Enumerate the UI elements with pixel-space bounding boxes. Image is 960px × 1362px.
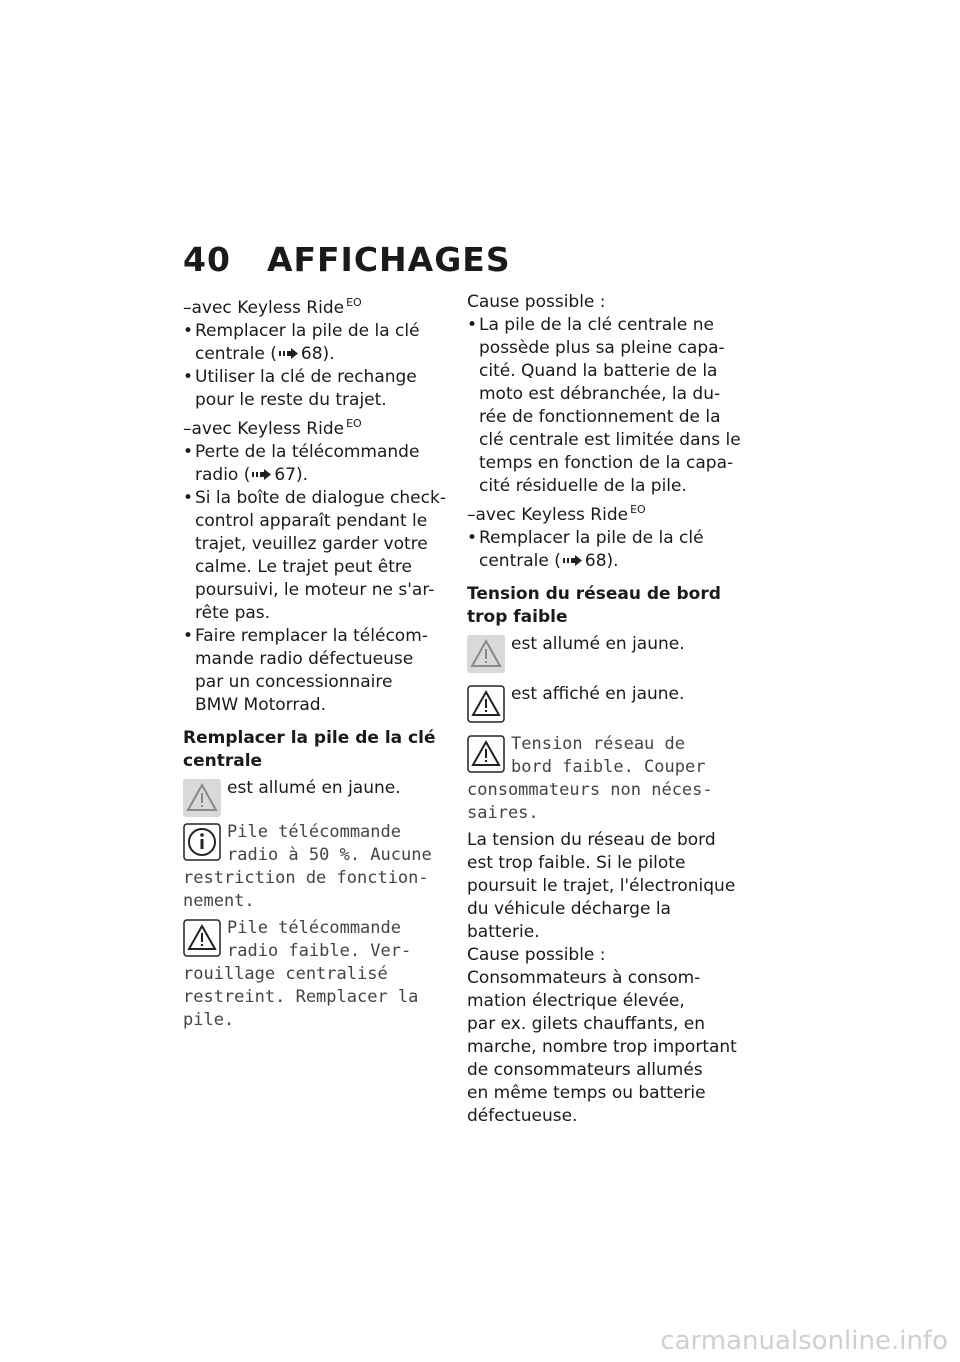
- condition-line: –avec Keyless Ride $^{EO}$: [183, 296, 362, 318]
- info-icon: [183, 823, 221, 861]
- condition-line: –avec Keyless Ride $^{EO}$: [183, 417, 362, 439]
- reference-arrow-icon: [563, 554, 583, 567]
- list-item: • La pile de la clé centrale ne possède plus sa pleine capa- cité. Quand la batterie de la moto est débranchée, la du- rée de fonctionnement de la clé centrale est limitée dans le temps en fonction de la capa- cité résiduelle de la pile.: [467, 315, 741, 496]
- display-message: Pile télécommande radio à 50 %. Aucune restriction de fonction- nement.: [183, 822, 432, 911]
- reference-arrow-icon: [252, 468, 272, 481]
- paragraph: La tension du réseau de bord est trop faible. Si le pilote poursuit le trajet, l'électronique du véhicule décharge la batterie.: [467, 830, 736, 942]
- indicator-row: est allumé en jaune.: [467, 633, 742, 673]
- list-item: • Si la boîte de dialogue check- control apparaît pendant le trajet, veuillez garder votre calme. Le trajet peut être poursuivi, le moteur ne s'ar- rête pas.: [183, 488, 446, 623]
- condition-line: –avec Keyless Ride $^{EO}$: [467, 503, 646, 525]
- reference-arrow-icon: [279, 347, 299, 360]
- page-number: 40: [183, 240, 231, 279]
- warning-light-icon: [183, 779, 221, 817]
- right-column: [467, 291, 742, 1128]
- page-header: [183, 240, 511, 279]
- left-column: [183, 291, 458, 1032]
- list-item: • Perte de la télécommande radio ( 67).: [183, 442, 420, 485]
- list-item: • Remplacer la pile de la clé centrale ( 68).: [183, 321, 420, 364]
- watermark: carmanualsonline.info: [660, 1326, 948, 1356]
- indicator-row: est allumé en jaune.: [183, 777, 458, 817]
- warning-light-icon: [467, 635, 505, 673]
- page-title: AFFICHAGES: [266, 240, 511, 279]
- list-item: • Faire remplacer la télécom- mande radio défectueuse par un concessionnaire BMW Motorrad.: [183, 626, 428, 715]
- cause-label: Cause possible :: [467, 945, 606, 965]
- page-reference-link[interactable]: 68: [584, 551, 607, 571]
- section-heading: Tension du réseau de bord trop faible: [467, 584, 721, 627]
- warning-triangle-icon: [467, 685, 505, 723]
- warning-triangle-icon: [467, 735, 505, 773]
- paragraph: Consommateurs à consom- mation électrique élevée, par ex. gilets chauffants, en marche, nombre trop important de consommateurs allumés en même temps ou batterie défectueuse.: [467, 968, 737, 1126]
- section-heading: Remplacer la pile de la clé centrale: [183, 728, 436, 771]
- indicator-row: est affiché en jaune.: [467, 683, 742, 723]
- list-item: • Remplacer la pile de la clé centrale ( 68).: [467, 528, 704, 571]
- warning-triangle-icon: [183, 919, 221, 957]
- display-message: Pile télécommande radio faible. Ver- rouillage centralisé restreint. Remplacer la pile.: [183, 918, 419, 1030]
- display-message: Tension réseau de bord faible. Couper consommateurs non néces- saires.: [467, 734, 713, 823]
- list-item: • Utiliser la clé de rechange pour le reste du trajet.: [183, 367, 417, 410]
- page-reference-link[interactable]: 67: [274, 465, 296, 485]
- page-reference-link[interactable]: 68: [300, 344, 323, 364]
- cause-label: Cause possible :: [467, 292, 606, 312]
